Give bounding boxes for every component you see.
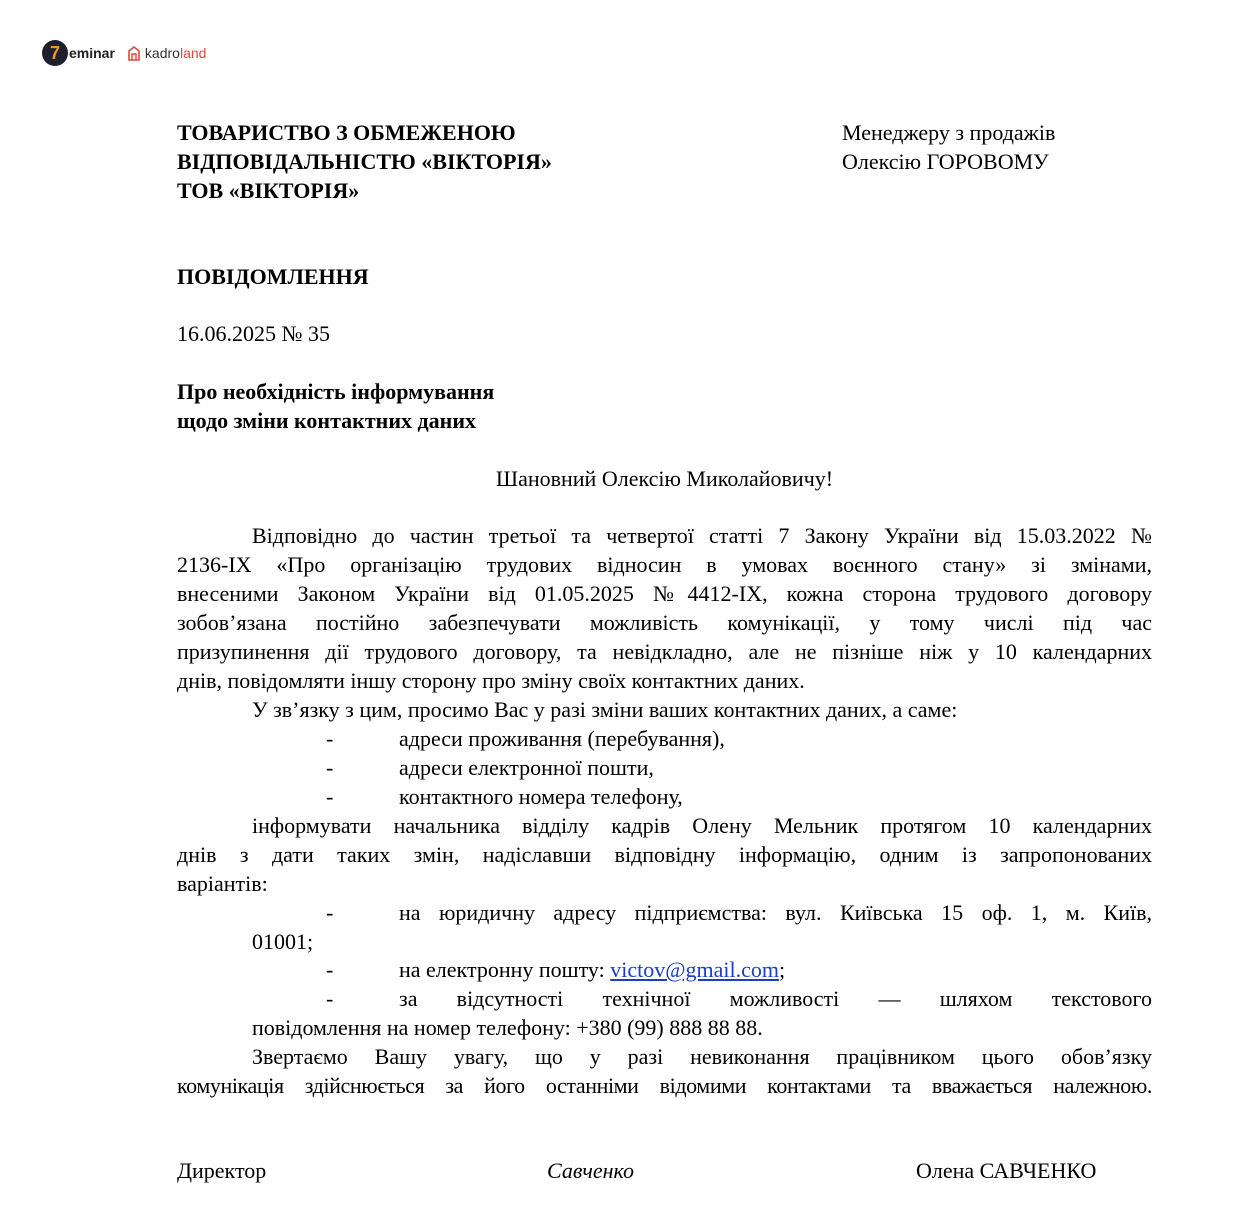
paragraph-4-line-1: Звертаємо Вашу увагу, що у разі невиконання працівником цього обов’язку xyxy=(252,1044,1152,1069)
paragraph-1-line-2: 2136-IX «Про організацію трудових відносин в умовах воєнного стану» зі змінами, xyxy=(177,552,1152,577)
list-item: адреси проживання (перебування), xyxy=(399,726,725,751)
email-link[interactable]: victov@gmail.com xyxy=(610,957,779,982)
list-item: контактного номера телефону, xyxy=(399,784,683,809)
paragraph-1-line-5: призупинення дії трудового договору, та невідкладно, але не пізніше ніж у 10 календарних xyxy=(177,639,1152,664)
paragraph-2: У зв’язку з цим, просимо Вас у разі зміни ваших контактних даних, а саме: xyxy=(252,697,958,722)
list-dash: - xyxy=(326,755,334,780)
date-number: 16.06.2025 № 35 xyxy=(177,321,330,346)
signatory-name: Олена САВЧЕНКО xyxy=(916,1158,1097,1183)
paragraph-3-line-1: інформувати начальника відділу кадрів Олену Мельник протягом 10 календарних xyxy=(252,813,1152,838)
list-dash: - xyxy=(326,957,334,982)
option-2 xyxy=(399,955,785,984)
option-1-line-2: 01001; xyxy=(252,929,314,954)
option-3-line-2: повідомлення на номер телефону: +380 (99) 888 88 88. xyxy=(252,1015,763,1040)
option-2-suffix: ; xyxy=(778,957,786,982)
seminar-logo xyxy=(42,40,115,66)
greeting: Шановний Олексію Миколайовичу! xyxy=(495,466,834,491)
paragraph-1-line-3: внесеними Законом України від 01.05.2025 №4412-IX, кожна сторона трудового договору xyxy=(177,581,1152,606)
subject-line-1: Про необхідність інформування xyxy=(177,379,495,404)
document-type: ПОВІДОМЛЕННЯ xyxy=(177,264,369,289)
list-dash: - xyxy=(326,986,334,1011)
sender-line-1: ТОВАРИСТВО З ОБМЕЖЕНОЮ xyxy=(177,120,516,145)
header-logos xyxy=(42,38,206,68)
list-dash: - xyxy=(326,900,334,925)
recipient-line-2: Олексію ГОРОВОМУ xyxy=(842,149,1049,174)
seminar-logo-mark: 7 xyxy=(42,40,68,66)
option-3-line-1: за відсутності технічної можливості — шляхом текстового xyxy=(399,986,1152,1011)
option-1-line-1: на юридичну адресу підприємства: вул. Київська 15 оф. 1, м. Київ, xyxy=(399,900,1152,925)
kadroland-logo-suffix: land xyxy=(179,45,207,61)
paragraph-1-line-1: Відповідно до частин третьої та четвертої статті 7 Закону України від 15.03.2022 № xyxy=(252,523,1152,548)
paragraph-3-line-2: днів з дати таких змін, надіславши відповідну інформацію, одним із запропонованих xyxy=(177,842,1152,867)
kadroland-logo-prefix: kadro xyxy=(144,45,180,61)
list-dash: - xyxy=(326,784,334,809)
option-2-prefix: на електронну пошту: xyxy=(399,957,611,982)
list-item: адреси електронної пошти, xyxy=(399,755,654,780)
paragraph-1-line-6: днів, повідомляти іншу сторону про зміну своїх контактних даних. xyxy=(177,668,805,693)
paragraph-4-line-2: комунікація здійснюється за його останніми відомими контактами та вважається належною. xyxy=(177,1073,1152,1098)
sender-line-3: ТОВ «ВІКТОРІЯ» xyxy=(177,178,360,203)
sender-line-2: ВІДПОВІДАЛЬНІСТЮ «ВІКТОРІЯ» xyxy=(177,149,552,174)
list-dash: - xyxy=(326,726,334,751)
handwritten-signature: Савченко xyxy=(547,1158,635,1183)
subject-line-2: щодо зміни контактних даних xyxy=(177,408,476,433)
seminar-logo-text: eminar xyxy=(69,45,115,61)
paragraph-3-line-3: варіантів: xyxy=(177,871,268,896)
signatory-position: Директор xyxy=(177,1158,267,1183)
paragraph-1-line-4: зобов’язана постійно забезпечувати можливість комунікації, у тому числі під час xyxy=(177,610,1152,635)
recipient-line-1: Менеджеру з продажів xyxy=(842,120,1056,145)
house-icon xyxy=(127,45,141,61)
kadroland-logo xyxy=(127,45,207,61)
